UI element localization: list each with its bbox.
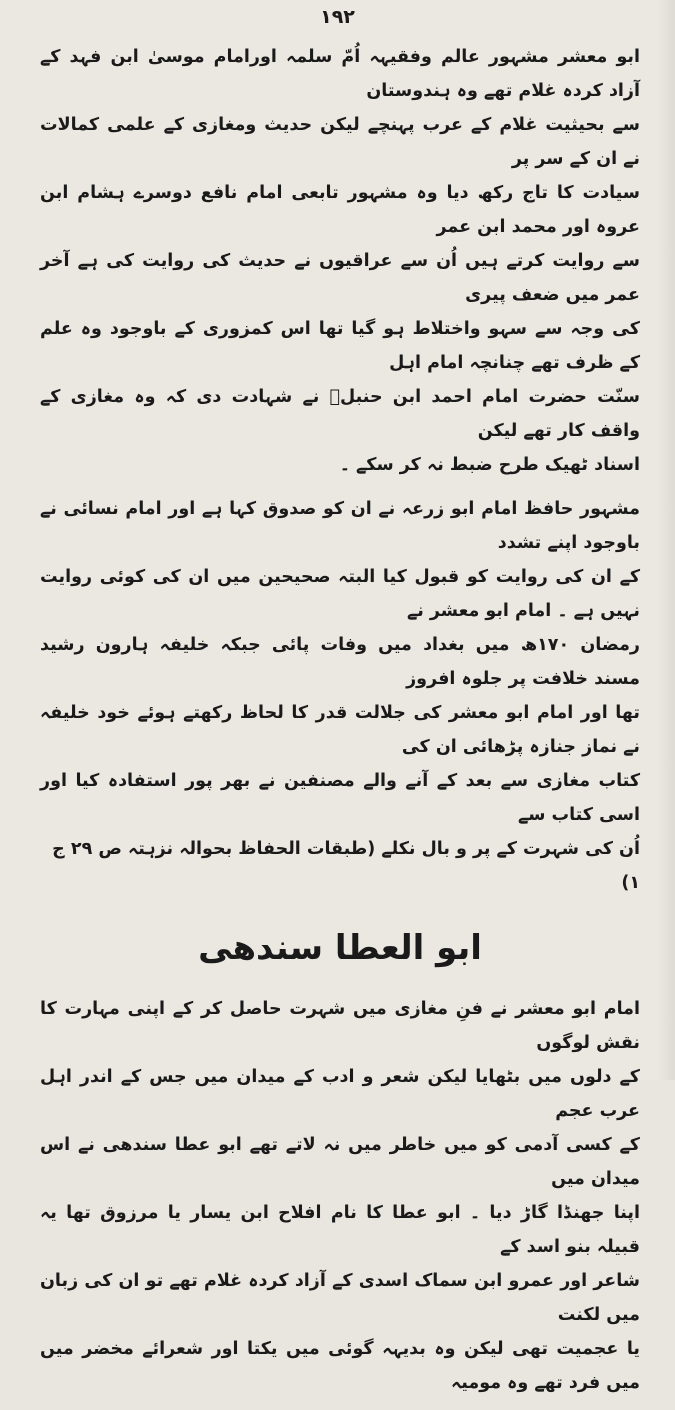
section-heading: ابو العطا سندھی [198,928,482,968]
text-line: سے روایت کرتے ہیں اُن سے عراقیوں نے حدیث کی روایت کی ہے آخر عمر میں ضعف پیری [40,251,640,305]
page-number: ١٩٢ [320,6,355,28]
text-line: کے دلوں میں بٹھایا لیکن شعر و ادب کے میدان میں جس کے اندر اہل عرب عجم [40,1067,640,1121]
paragraph-abu-mashar-bio [40,40,640,482]
paragraph-abu-mashar-legacy [40,492,640,900]
text-line: سے بحیثیت غلام کے عرب پہنچے لیکن حدیث ومغازی کے علمی کمالات نے ان کے سر پر [40,115,640,169]
text-line: تھا اور امام ابو معشر کی جلالت قدر کا لحاظ رکھتے ہوئے خود خلیفہ نے نماز جنازہ پڑھائی ان کی [40,703,640,757]
paragraph-abu-ata-sindhi [40,992,640,1400]
text-line: کے ان کی روایت کو قبول کیا البتہ صحیحین میں ان کی کوئی روایت نہیں ہے ۔ امام ابو معشر نے [40,567,640,621]
text-line: کے کسی آدمی کو میں خاطر میں نہ لاتے تھے ابو عطا سندھی نے اس میدان میں [40,1135,640,1189]
text-line: شاعر اور عمرو ابن سماک اسدی کے آزاد کردہ غلام تھے تو ان کی زبان میں لکنت [40,1271,640,1325]
text-line: اُن کی شہرت کے پر و بال نکلے (طبقات الحفاظ بحوالہ نزہتہ ص ۲۹ ج ۱) [52,839,640,893]
text-line: ابو معشر مشہور عالم وفقیہہ اُمّ سلمہ اورامام موسیٰ ابن فہد کے آزاد کردہ غلام تھے وہ ہندوستان [40,47,640,101]
scan-edge-shadow [657,0,675,1080]
text-line: کتاب مغازی سے بعد کے آنے والے مصنفین نے بھر پور استفادہ کیا اور اسی کتاب سے [40,771,640,825]
text-line: رمضان ۱۷۰ھ میں بغداد میں وفات پائی جبکہ خلیفہ ہارون رشید مسند خلافت پر جلوہ افروز [40,635,640,689]
text-line: مشہور حافظ امام ابو زرعہ نے ان کو صدوق کہا ہے اور امام نسائی نے باوجود اپنے تشدد [40,499,640,553]
text-line: اسناد ٹھیک طرح ضبط نہ کر سکے ۔ [339,455,640,475]
text-line: کی وجہ سے سہو واختلاط ہو گیا تھا اس کمزوری کے باوجود وہ علم کے ظرف تھے چنانچہ امام اہل [40,319,640,373]
text-line: اپنا جھنڈا گاڑ دیا ۔ ابو عطا کا نام افلاح ابن یسار یا مرزوق تھا یہ قبیلہ بنو اسد کے [40,1203,640,1257]
text-line: یا عجمیت تھی لیکن وہ بدیہہ گوئی میں یکتا اور شعرائے مخضر میں میں فرد تھے وہ مومیہ [40,1339,640,1393]
page-content [40,40,640,1410]
text-line: سنّت حضرت امام احمد ابن حنبلؒ نے شہادت دی کہ وہ مغازی کے واقف کار تھے لیکن [40,387,640,441]
text-line: امام ابو معشر نے فنِ مغازی میں شہرت حاصل کر کے اپنی مہارت کا نقش لوگوں [40,999,640,1053]
text-line: سیادت کا تاج رکھ دیا وہ مشہور تابعی امام نافع دوسرے ہشام ابن عروہ اور محمد ابن عمر [40,183,640,237]
